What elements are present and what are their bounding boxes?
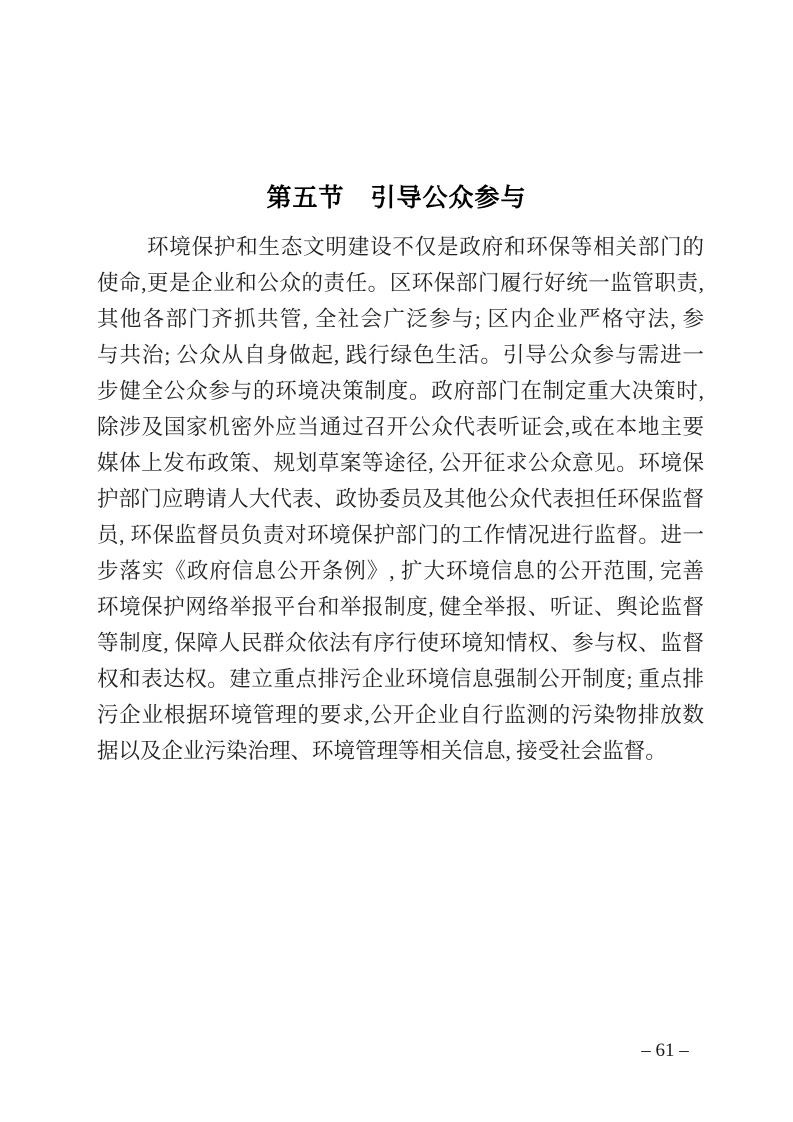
paragraph-line: 环境保护和生态文明建设不仅是政府和环保等相关部门的 xyxy=(147,235,704,259)
paragraph-line: 步落实《政府信息公开条例》, 扩大环境信息的公开范围, 完善 xyxy=(97,559,704,583)
paragraph-line: 除涉及国家机密外应当通过召开公众代表听证会,或在本地主要 xyxy=(97,415,704,439)
paragraph-line: 使命,更是企业和公众的责任。区环保部门履行好统一监管职责, xyxy=(97,271,704,295)
paragraph-line: 员, 环保监督员负责对环境保护部门的工作情况进行监督。进一 xyxy=(97,523,704,547)
page-number: – 61 – xyxy=(641,1040,689,1061)
paragraph-line: 与共治; 公众从自身做起, 践行绿色生活。引导公众参与需进一 xyxy=(97,343,704,367)
paragraph-line: 步健全公众参与的环境决策制度。政府部门在制定重大决策时, xyxy=(97,379,704,403)
paragraph-line: 护部门应聘请人大代表、政协委员及其他公众代表担任环保监督 xyxy=(97,487,704,511)
section-title: 第五节 引导公众参与 xyxy=(266,184,527,212)
paragraph-line: 等制度, 保障人民群众依法有序行使环境知情权、参与权、监督 xyxy=(97,631,704,655)
paragraph-line: 权和表达权。建立重点排污企业环境信息强制公开制度; 重点排 xyxy=(97,667,704,691)
paragraph-line: 环境保护网络举报平台和举报制度, 健全举报、听证、舆论监督 xyxy=(97,595,704,619)
paragraph-line: 媒体上发布政策、规划草案等途径, 公开征求公众意见。环境保 xyxy=(97,451,704,475)
paragraph-line: 污企业根据环境管理的要求,公开企业自行监测的污染物排放数 xyxy=(97,703,704,727)
body-paragraph xyxy=(97,229,704,769)
paragraph-line: 其他各部门齐抓共管, 全社会广泛参与; 区内企业严格守法, 参 xyxy=(97,307,704,331)
paragraph-line: 据以及企业污染治理、环境管理等相关信息, 接受社会监督。 xyxy=(97,739,667,763)
